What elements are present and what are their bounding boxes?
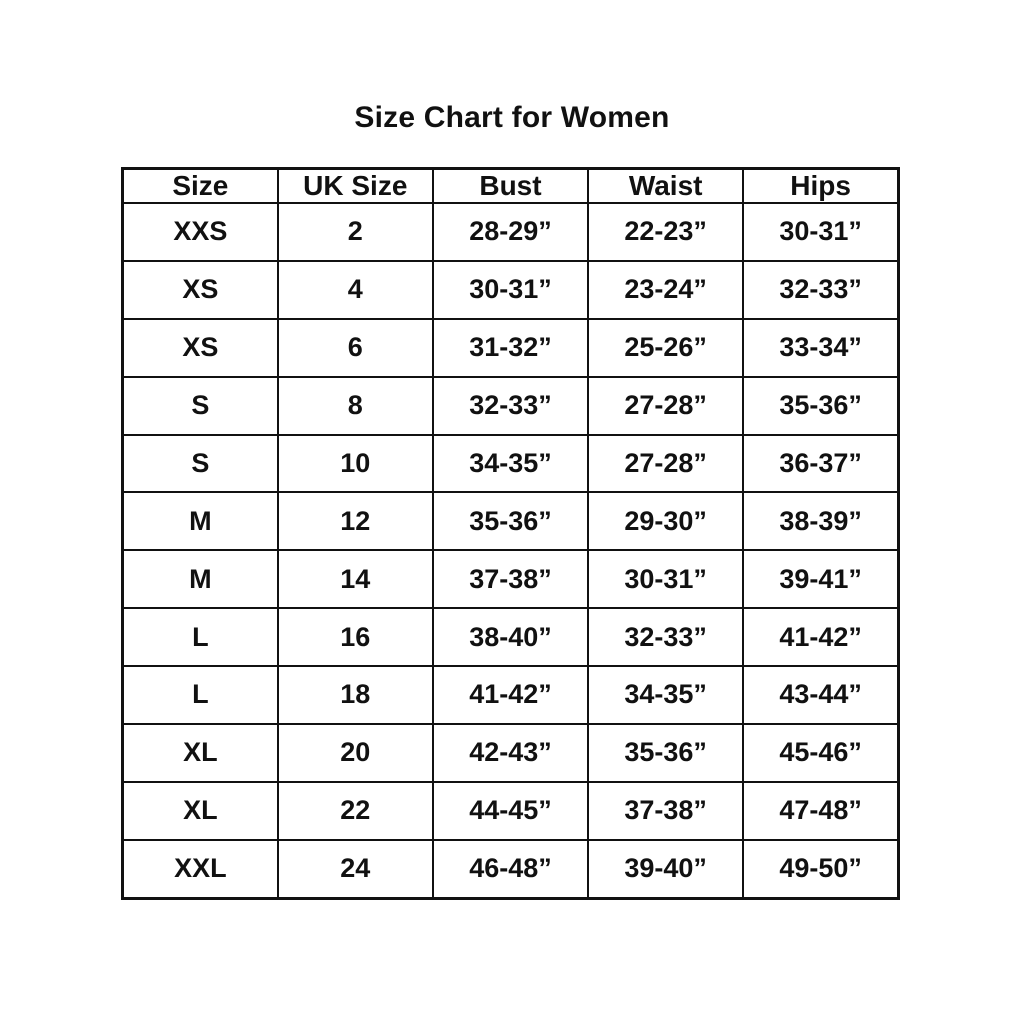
table-cell: 32-33” xyxy=(743,261,898,319)
table-cell: 27-28” xyxy=(588,377,743,435)
table-row xyxy=(123,666,899,724)
table-cell: 38-40” xyxy=(433,608,588,666)
table-cell: 41-42” xyxy=(433,666,588,724)
table-row xyxy=(123,840,899,899)
table-cell: 25-26” xyxy=(588,319,743,377)
table-cell: 49-50” xyxy=(743,840,898,899)
table-cell: 28-29” xyxy=(433,203,588,261)
table-cell: 35-36” xyxy=(433,492,588,550)
table-cell: S xyxy=(123,377,278,435)
table-cell: 8 xyxy=(278,377,433,435)
table-cell: 31-32” xyxy=(433,319,588,377)
column-header: Waist xyxy=(588,169,743,204)
table-cell: 34-35” xyxy=(433,435,588,493)
table-cell: XL xyxy=(123,724,278,782)
table-row xyxy=(123,492,899,550)
table-cell: 33-34” xyxy=(743,319,898,377)
table-cell: 16 xyxy=(278,608,433,666)
table-cell: 10 xyxy=(278,435,433,493)
table-cell: 30-31” xyxy=(743,203,898,261)
table-cell: 27-28” xyxy=(588,435,743,493)
table-cell: 22 xyxy=(278,782,433,840)
table-cell: L xyxy=(123,666,278,724)
column-header: Bust xyxy=(433,169,588,204)
table-cell: 14 xyxy=(278,550,433,608)
table-row xyxy=(123,782,899,840)
table-row xyxy=(123,319,899,377)
table-cell: 47-48” xyxy=(743,782,898,840)
table-cell: 30-31” xyxy=(433,261,588,319)
table-cell: 30-31” xyxy=(588,550,743,608)
table-cell: 2 xyxy=(278,203,433,261)
table-row xyxy=(123,608,899,666)
table-row xyxy=(123,724,899,782)
table-cell: S xyxy=(123,435,278,493)
column-header: Size xyxy=(123,169,278,204)
table-cell: 34-35” xyxy=(588,666,743,724)
table-cell: L xyxy=(123,608,278,666)
table-cell: 39-41” xyxy=(743,550,898,608)
table-cell: 39-40” xyxy=(588,840,743,899)
table-cell: 36-37” xyxy=(743,435,898,493)
table-cell: 24 xyxy=(278,840,433,899)
table-cell: XS xyxy=(123,319,278,377)
table-cell: 18 xyxy=(278,666,433,724)
table-cell: 29-30” xyxy=(588,492,743,550)
table-row xyxy=(123,203,899,261)
table-cell: M xyxy=(123,550,278,608)
table-cell: 41-42” xyxy=(743,608,898,666)
size-chart-table-container xyxy=(121,167,900,900)
header-row xyxy=(123,169,899,204)
page-title: Size Chart for Women xyxy=(354,101,670,134)
table-cell: 35-36” xyxy=(743,377,898,435)
table-cell: XXL xyxy=(123,840,278,899)
table-cell: 4 xyxy=(278,261,433,319)
table-cell: 46-48” xyxy=(433,840,588,899)
table-cell: 20 xyxy=(278,724,433,782)
table-cell: 22-23” xyxy=(588,203,743,261)
table-cell: 32-33” xyxy=(588,608,743,666)
table-row xyxy=(123,435,899,493)
table-row xyxy=(123,261,899,319)
table-cell: 45-46” xyxy=(743,724,898,782)
column-header: UK Size xyxy=(278,169,433,204)
table-cell: 42-43” xyxy=(433,724,588,782)
table-cell: XS xyxy=(123,261,278,319)
table-cell: 43-44” xyxy=(743,666,898,724)
table-cell: XL xyxy=(123,782,278,840)
table-cell: 6 xyxy=(278,319,433,377)
size-table xyxy=(121,167,900,900)
table-cell: 12 xyxy=(278,492,433,550)
table-cell: 44-45” xyxy=(433,782,588,840)
table-row xyxy=(123,550,899,608)
table-cell: 37-38” xyxy=(588,782,743,840)
table-cell: M xyxy=(123,492,278,550)
column-header: Hips xyxy=(743,169,898,204)
table-row xyxy=(123,377,899,435)
table-cell: 35-36” xyxy=(588,724,743,782)
table-cell: 32-33” xyxy=(433,377,588,435)
table-cell: 38-39” xyxy=(743,492,898,550)
table-cell: 23-24” xyxy=(588,261,743,319)
table-cell: 37-38” xyxy=(433,550,588,608)
table-cell: XXS xyxy=(123,203,278,261)
